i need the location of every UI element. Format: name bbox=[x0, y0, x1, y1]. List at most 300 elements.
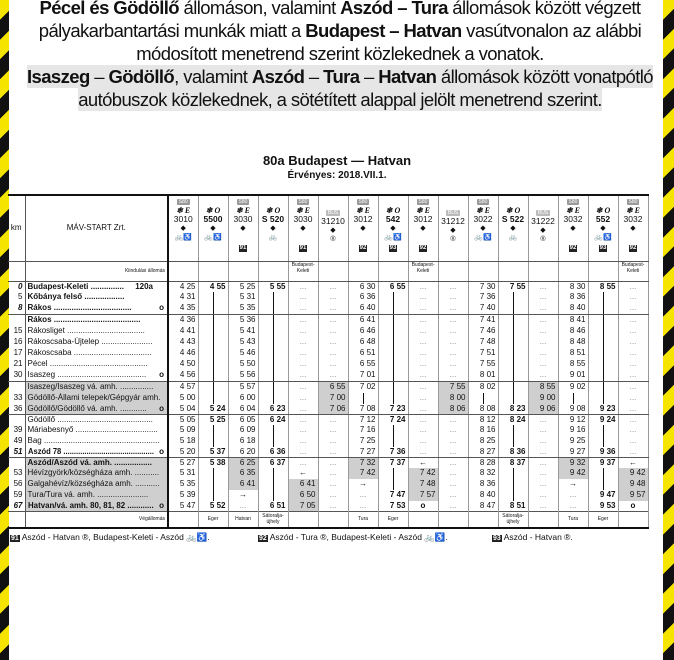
time-cell: 5 04 bbox=[168, 404, 198, 415]
pass-through-line bbox=[588, 348, 618, 359]
train-header bbox=[528, 195, 558, 261]
vertical-line bbox=[573, 393, 574, 404]
no-service: ... bbox=[408, 393, 438, 404]
time-cell: 8 46 bbox=[558, 326, 588, 337]
no-service: ... bbox=[348, 490, 378, 501]
time-cell: 8 16 bbox=[468, 425, 498, 436]
notice-segment: módosított menetrend szerint közlekednek a vonatok. bbox=[136, 43, 544, 64]
vertical-line bbox=[273, 436, 274, 447]
station-km: 17 bbox=[8, 348, 25, 359]
time-cell: 5 35 bbox=[228, 303, 258, 315]
no-service: ... bbox=[528, 414, 558, 425]
time-cell: 4 50 bbox=[168, 359, 198, 370]
no-service: ... bbox=[288, 381, 318, 393]
origin-station bbox=[588, 261, 618, 281]
station-km: 8 bbox=[8, 303, 25, 315]
no-service: ... bbox=[438, 303, 468, 315]
pass-through-line bbox=[198, 348, 228, 359]
vertical-line bbox=[513, 337, 514, 348]
station-row bbox=[8, 381, 648, 393]
no-service: ... bbox=[408, 404, 438, 415]
train-number: 3012 bbox=[353, 214, 373, 224]
pass-through-line bbox=[258, 381, 288, 393]
time-cell: 4 57 bbox=[168, 381, 198, 393]
notice-segment: vasútvonalon az alábbi bbox=[461, 20, 642, 41]
no-service: ... bbox=[408, 337, 438, 348]
no-service: ... bbox=[438, 281, 468, 292]
time-cell: 4 25 bbox=[168, 281, 198, 292]
destination-station bbox=[438, 511, 468, 528]
time-cell: 5 18 bbox=[168, 436, 198, 447]
station-name-text: Budapest-Keleti ............... bbox=[27, 281, 124, 291]
bike-wheelchair-icon: 🚲 bbox=[508, 234, 518, 241]
time-cell: 9 57 bbox=[618, 490, 648, 501]
vertical-line bbox=[273, 292, 274, 303]
no-service: ... bbox=[408, 414, 438, 425]
time-cell: 5 52 bbox=[198, 501, 228, 512]
pass-through-line bbox=[378, 303, 408, 315]
station-name-text: Galgahévíz/községháza amh. ........... bbox=[27, 479, 160, 488]
station-name bbox=[25, 326, 168, 337]
station-km: 39 bbox=[8, 425, 25, 436]
no-service: ... bbox=[618, 447, 648, 458]
notice-segment: állomások között végzett bbox=[447, 0, 641, 18]
time-cell: 6 18 bbox=[228, 436, 258, 447]
train-header bbox=[168, 195, 198, 261]
no-service: ... bbox=[408, 348, 438, 359]
no-service: ... bbox=[318, 281, 348, 292]
note-marker: 93 bbox=[599, 245, 607, 251]
station-name bbox=[25, 348, 168, 359]
time-cell: 7 16 bbox=[348, 425, 378, 436]
no-service: ... bbox=[528, 326, 558, 337]
station-name-text: Aszód/Aszód vá. amh. ................. bbox=[27, 457, 152, 467]
train-header bbox=[378, 195, 408, 261]
time-cell: 8 25 bbox=[468, 436, 498, 447]
time-cell: 9 16 bbox=[558, 425, 588, 436]
service-class: ❄ O bbox=[505, 206, 521, 215]
destination-station: Tura bbox=[348, 511, 378, 528]
note-wrap bbox=[621, 242, 646, 252]
station-row bbox=[8, 490, 648, 501]
pass-through-line bbox=[258, 490, 288, 501]
timetable-title: 80a Budapest — Hatvan bbox=[262, 153, 412, 168]
note-marker: 91 bbox=[299, 245, 307, 251]
time-cell: 8 02 bbox=[468, 381, 498, 393]
time-cell: 6 51 bbox=[348, 348, 378, 359]
km-empty bbox=[8, 511, 25, 528]
pass-through-line bbox=[498, 381, 528, 393]
time-cell: 5 38 bbox=[198, 457, 228, 468]
destination-row bbox=[8, 511, 648, 528]
time-cell: 6 24 bbox=[258, 414, 288, 425]
time-cell: 9 42 bbox=[618, 468, 648, 479]
time-cell: 6 23 bbox=[258, 404, 288, 415]
origin-station: Budapest-Keleti bbox=[618, 261, 648, 281]
time-cell: 8 51 bbox=[498, 501, 528, 512]
time-cell: 4 46 bbox=[168, 348, 198, 359]
station-marker: o bbox=[159, 369, 164, 379]
train-number: 3030 bbox=[293, 214, 313, 224]
time-cell: 9 32 bbox=[558, 457, 588, 468]
origin-station bbox=[558, 261, 588, 281]
no-service: ... bbox=[288, 303, 318, 315]
s80-badge: S80 bbox=[418, 199, 428, 205]
no-service: ... bbox=[318, 457, 348, 468]
no-service: ... bbox=[318, 468, 348, 479]
time-cell: 8 01 bbox=[468, 370, 498, 382]
train-header bbox=[588, 195, 618, 261]
time-cell: 6 55 bbox=[318, 381, 348, 393]
station-km bbox=[8, 381, 25, 393]
time-cell: 5 25 bbox=[228, 281, 258, 292]
station-name-text: Rákoscsaba ................................... bbox=[27, 348, 152, 357]
no-service: ... bbox=[408, 447, 438, 458]
vertical-line bbox=[603, 436, 604, 447]
s80-badge: S80 bbox=[568, 199, 578, 205]
no-service: ... bbox=[528, 348, 558, 359]
pass-through-line bbox=[588, 468, 618, 479]
station-name-text: Isaszeg/Isaszeg vá. amh. ............... bbox=[27, 382, 154, 391]
direction-arrow-icon: ◆ bbox=[600, 225, 606, 232]
pass-through-line bbox=[498, 359, 528, 370]
notice-segment: Aszód bbox=[251, 66, 305, 87]
origin-station bbox=[378, 261, 408, 281]
station-km: 67 bbox=[8, 501, 25, 512]
vertical-line bbox=[393, 303, 394, 314]
origin-station bbox=[198, 261, 228, 281]
destination-station bbox=[408, 511, 438, 528]
station-row bbox=[8, 326, 648, 337]
no-service: ... bbox=[528, 447, 558, 458]
service-class: ❄ E bbox=[355, 206, 371, 215]
origin-row bbox=[8, 261, 648, 281]
vertical-line bbox=[393, 425, 394, 436]
no-service: ... bbox=[618, 303, 648, 315]
no-service: ... bbox=[618, 292, 648, 303]
no-service: ... bbox=[318, 501, 348, 512]
time-cell: 6 09 bbox=[228, 425, 258, 436]
no-service: ... bbox=[618, 359, 648, 370]
time-cell: 8 55 bbox=[558, 359, 588, 370]
time-cell: 6 36 bbox=[258, 447, 288, 458]
time-cell: 8 00 bbox=[438, 393, 468, 404]
note-wrap bbox=[291, 242, 316, 252]
vertical-line bbox=[603, 479, 604, 490]
station-row bbox=[8, 436, 648, 447]
no-service: ... bbox=[318, 292, 348, 303]
time-cell: 8 24 bbox=[498, 414, 528, 425]
no-service: ... bbox=[618, 404, 648, 415]
pass-through-line bbox=[198, 326, 228, 337]
time-cell: 8 47 bbox=[468, 501, 498, 512]
time-cell: 5 31 bbox=[168, 468, 198, 479]
station-name-text: Bag .................................................... bbox=[27, 436, 160, 445]
station-km: 5 bbox=[8, 292, 25, 303]
direction-arrow-icon: ◆ bbox=[480, 225, 486, 232]
no-service: ... bbox=[288, 436, 318, 447]
direction-arrow-icon: ◆ bbox=[210, 225, 216, 232]
vertical-line bbox=[213, 292, 214, 303]
direction-arrow-icon: ◆ bbox=[630, 225, 636, 232]
pass-through-line bbox=[588, 425, 618, 436]
vertical-line bbox=[603, 359, 604, 370]
train-number: S 520 bbox=[261, 214, 285, 224]
time-cell: 9 23 bbox=[588, 404, 618, 415]
no-service: ... bbox=[528, 292, 558, 303]
time-cell: 9 06 bbox=[528, 404, 558, 415]
transfer-arrow-icon: ← bbox=[288, 468, 318, 479]
time-cell: 9 08 bbox=[558, 404, 588, 415]
vertical-line bbox=[393, 359, 394, 370]
destination-station bbox=[528, 511, 558, 528]
time-cell: 7 12 bbox=[348, 414, 378, 425]
bike-wheelchair-icon: 🚲 bbox=[268, 234, 278, 241]
no-service: ... bbox=[288, 447, 318, 458]
station-marker: o bbox=[159, 403, 164, 413]
no-service: ... bbox=[408, 281, 438, 292]
time-cell: 6 55 bbox=[348, 359, 378, 370]
no-service: ... bbox=[528, 314, 558, 326]
time-cell: 6 41 bbox=[348, 314, 378, 326]
pass-through-line bbox=[378, 468, 408, 479]
time-cell: 9 24 bbox=[588, 414, 618, 425]
time-cell: 7 02 bbox=[348, 381, 378, 393]
station-row bbox=[8, 468, 648, 479]
station-name bbox=[25, 436, 168, 447]
vertical-line bbox=[393, 479, 394, 490]
time-cell: 8 40 bbox=[468, 490, 498, 501]
no-service: ... bbox=[408, 370, 438, 382]
time-cell: 7 05 bbox=[288, 501, 318, 512]
time-cell: 6 55 bbox=[378, 281, 408, 292]
pass-through-line bbox=[558, 393, 588, 404]
time-cell: 7 37 bbox=[378, 457, 408, 468]
no-service: ... bbox=[408, 381, 438, 393]
pass-through-line bbox=[588, 381, 618, 393]
no-service: ... bbox=[618, 436, 648, 447]
vertical-line bbox=[603, 382, 604, 393]
time-cell: 6 00 bbox=[228, 393, 258, 404]
station-row bbox=[8, 404, 648, 415]
pass-through-line bbox=[198, 314, 228, 326]
pass-through-line bbox=[498, 490, 528, 501]
station-marker: o bbox=[159, 302, 164, 312]
s80-badge: S80 bbox=[238, 199, 248, 205]
vertical-line bbox=[273, 425, 274, 436]
time-cell: 7 47 bbox=[378, 490, 408, 501]
no-service: ... bbox=[438, 314, 468, 326]
no-service: ... bbox=[318, 359, 348, 370]
vertical-line bbox=[513, 292, 514, 303]
origin-station bbox=[228, 261, 258, 281]
notice-line bbox=[20, 19, 660, 42]
note-marker: 92 bbox=[629, 245, 637, 251]
time-cell: 9 47 bbox=[588, 490, 618, 501]
time-cell: 8 55 bbox=[588, 281, 618, 292]
station-name bbox=[25, 337, 168, 348]
time-cell: 6 50 bbox=[288, 490, 318, 501]
time-cell: 7 25 bbox=[348, 436, 378, 447]
no-service: ... bbox=[438, 468, 468, 479]
no-service: ... bbox=[558, 501, 588, 512]
station-name-text: Hatvan/vá. amh. 80, 81, 82 ............ bbox=[27, 500, 154, 510]
pass-through-line bbox=[198, 425, 228, 436]
train-number: 3032 bbox=[563, 214, 583, 224]
train-number: 31222 bbox=[531, 216, 555, 226]
vertical-line bbox=[483, 393, 484, 404]
direction-arrow-icon: ◆ bbox=[180, 225, 186, 232]
spacer bbox=[351, 233, 376, 242]
direction-arrow-icon: ◆ bbox=[360, 225, 366, 232]
time-cell: 9 00 bbox=[528, 393, 558, 404]
time-cell: 7 42 bbox=[348, 468, 378, 479]
origin-label: Kiindulási állomás bbox=[25, 261, 168, 281]
bus-icon: BUS bbox=[327, 210, 339, 216]
vertical-line bbox=[603, 292, 604, 303]
vertical-line bbox=[513, 303, 514, 314]
time-cell: 4 31 bbox=[168, 292, 198, 303]
time-cell: 7 42 bbox=[408, 468, 438, 479]
time-cell: 6 48 bbox=[348, 337, 378, 348]
pass-through-line bbox=[468, 393, 498, 404]
time-cell: 4 55 bbox=[198, 281, 228, 292]
vertical-line bbox=[393, 436, 394, 447]
no-service: ... bbox=[318, 303, 348, 315]
note-wrap bbox=[561, 242, 586, 252]
service-class: ❄ E bbox=[475, 206, 491, 215]
vertical-line bbox=[513, 479, 514, 490]
time-cell: 8 27 bbox=[468, 447, 498, 458]
no-service: ... bbox=[288, 404, 318, 415]
vertical-line bbox=[213, 337, 214, 348]
pass-through-line bbox=[198, 381, 228, 393]
vertical-line bbox=[393, 326, 394, 337]
notice-line-text bbox=[136, 42, 543, 65]
vertical-line bbox=[213, 393, 214, 404]
spacer bbox=[381, 196, 406, 206]
pass-through-line bbox=[198, 490, 228, 501]
time-cell: 4 35 bbox=[168, 303, 198, 315]
footnote-text: Aszód - Tura ®, Budapest-Keleti - Aszód 🚲♿. bbox=[269, 532, 448, 542]
time-cell: 8 36 bbox=[558, 292, 588, 303]
destination-label: Végállomás bbox=[25, 511, 168, 528]
notice-segment: autóbuszok közlekednek, a sötétített alappal jelölt menetrend szerint. bbox=[78, 89, 602, 110]
vertical-line bbox=[213, 425, 214, 436]
pass-through-line bbox=[498, 314, 528, 326]
no-service: ... bbox=[288, 457, 318, 468]
pass-through-line bbox=[498, 303, 528, 315]
station-row bbox=[8, 457, 648, 468]
pass-through-line bbox=[378, 370, 408, 382]
pass-through-line bbox=[378, 337, 408, 348]
train-header bbox=[468, 195, 498, 261]
vertical-line bbox=[513, 326, 514, 337]
origin-station bbox=[258, 261, 288, 281]
pass-through-line bbox=[198, 303, 228, 315]
no-service: ... bbox=[408, 359, 438, 370]
no-service: ... bbox=[528, 468, 558, 479]
station-name-text: Isaszeg ........................................ bbox=[27, 370, 147, 379]
station-km: 30 bbox=[8, 370, 25, 382]
pass-through-line bbox=[588, 436, 618, 447]
vertical-line bbox=[603, 468, 604, 479]
train-number: 3022 bbox=[473, 214, 493, 224]
time-cell: 5 41 bbox=[228, 326, 258, 337]
time-cell: 7 32 bbox=[348, 457, 378, 468]
time-cell: 8 12 bbox=[468, 414, 498, 425]
no-service: ... bbox=[318, 326, 348, 337]
no-service: ... bbox=[318, 348, 348, 359]
pass-through-line bbox=[258, 326, 288, 337]
vertical-line bbox=[513, 370, 514, 381]
train-header bbox=[198, 195, 228, 261]
vertical-line bbox=[603, 425, 604, 436]
pass-through-line bbox=[498, 292, 528, 303]
no-service: ... bbox=[318, 479, 348, 490]
no-service: ... bbox=[318, 436, 348, 447]
destination-station: Sátoralja-újhely bbox=[498, 511, 528, 528]
vertical-line bbox=[393, 315, 394, 326]
origin-station bbox=[498, 261, 528, 281]
time-cell: 7 00 bbox=[318, 393, 348, 404]
pass-through-line bbox=[258, 425, 288, 436]
station-row bbox=[8, 303, 648, 315]
time-cell: 6 04 bbox=[228, 404, 258, 415]
bike-wheelchair-icon: ® bbox=[450, 236, 456, 243]
notice-segment: – bbox=[359, 66, 379, 87]
train-header bbox=[618, 195, 648, 261]
time-cell: 7 30 bbox=[468, 281, 498, 292]
s80-badge: S80 bbox=[628, 199, 638, 205]
station-name bbox=[25, 404, 168, 415]
time-cell: 6 37 bbox=[258, 457, 288, 468]
no-service: ... bbox=[438, 359, 468, 370]
spacer bbox=[261, 196, 286, 206]
station-name-text: Rákos ....................................... bbox=[27, 315, 141, 324]
notice-segment: Gödöllő bbox=[108, 66, 175, 87]
no-service: ... bbox=[288, 359, 318, 370]
time-cell: 8 55 bbox=[528, 381, 558, 393]
vertical-line bbox=[603, 315, 604, 326]
no-service: ... bbox=[438, 479, 468, 490]
pass-through-line bbox=[498, 425, 528, 436]
pass-through-line bbox=[258, 348, 288, 359]
time-cell: 7 55 bbox=[498, 281, 528, 292]
station-name bbox=[25, 501, 168, 512]
spacer bbox=[291, 233, 316, 242]
no-service: ... bbox=[618, 314, 648, 326]
time-cell: 7 27 bbox=[348, 447, 378, 458]
time-cell: 7 46 bbox=[468, 326, 498, 337]
service-class: ❄ E bbox=[625, 206, 641, 215]
vertical-line bbox=[513, 359, 514, 370]
origin-station: Budapest-Keleti bbox=[288, 261, 318, 281]
time-cell: 5 43 bbox=[228, 337, 258, 348]
destination-station bbox=[288, 511, 318, 528]
service-class: ❄ O bbox=[595, 206, 611, 215]
station-name-text: Tura/Tura vá. amh. ....................... bbox=[27, 490, 149, 499]
station-km: 59 bbox=[8, 490, 25, 501]
station-name bbox=[25, 359, 168, 370]
direction-arrow-icon: ◆ bbox=[300, 225, 306, 232]
pass-through-line bbox=[198, 337, 228, 348]
note-marker: 93 bbox=[389, 245, 397, 251]
station-row bbox=[8, 292, 648, 303]
vertical-line bbox=[393, 382, 394, 393]
bike-wheelchair-icon: 🚲♿ bbox=[204, 234, 222, 241]
train-header bbox=[258, 195, 288, 261]
